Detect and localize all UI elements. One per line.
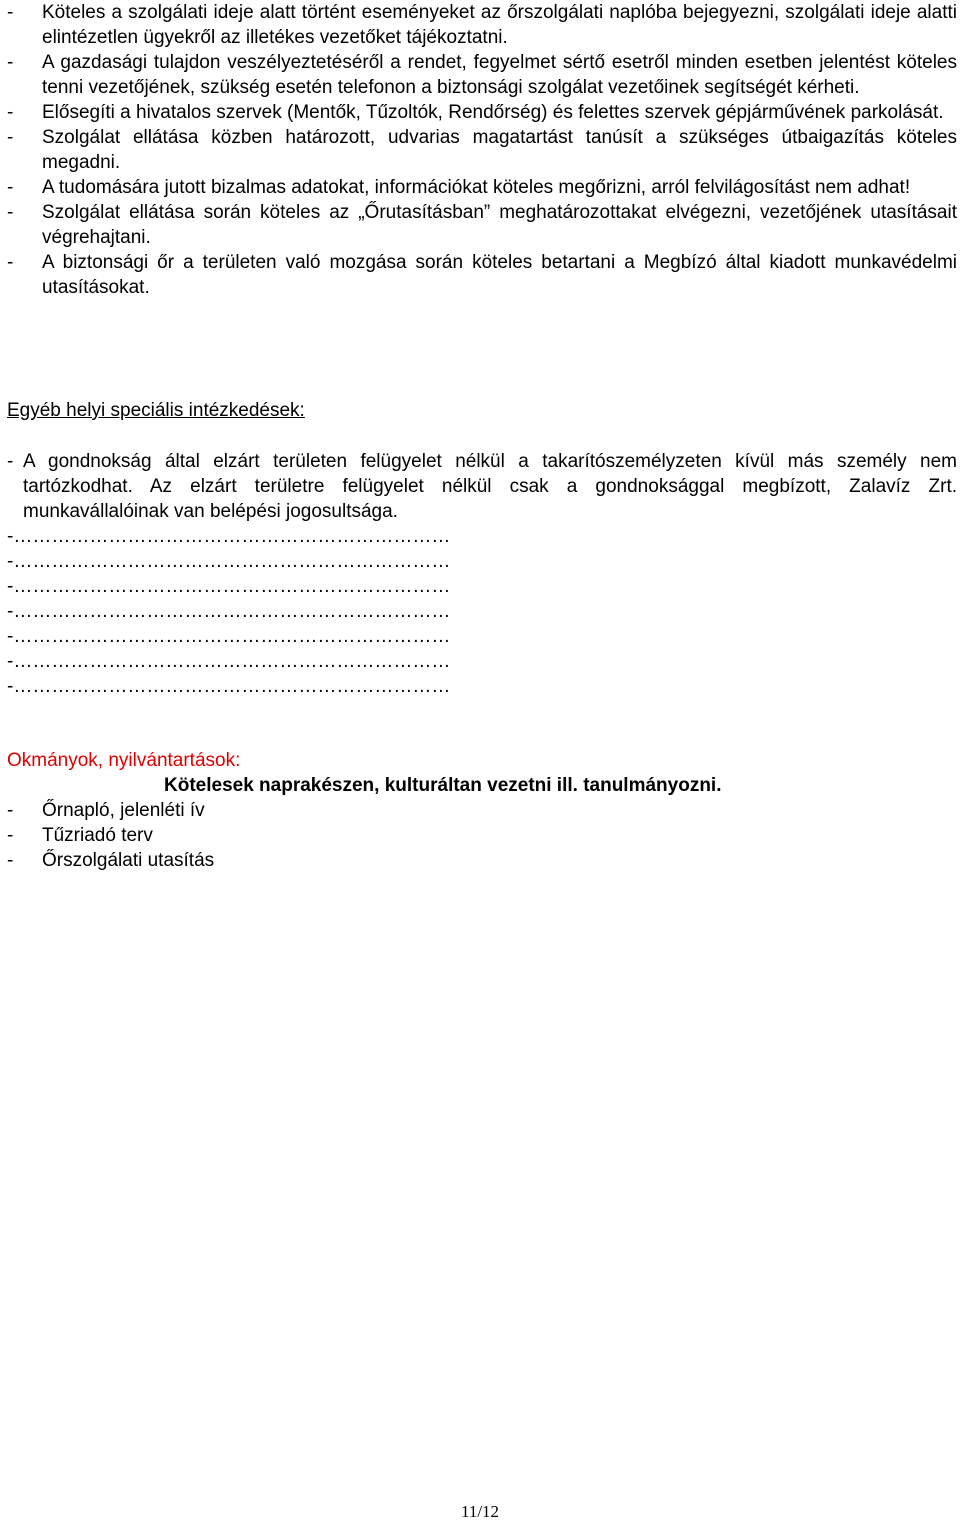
blank-line: -…………………………………………………………… <box>7 651 451 672</box>
document-item: - Őrszolgálati utasítás <box>0 848 400 873</box>
blank-line: -…………………………………………………………… <box>7 551 451 572</box>
duty-item: - A gazdasági tulajdon veszélyeztetéséről a rendet, fegyelmet sértő esetről minden esetben jelentést köteles tenni vezetőjének, szükség esetén telefonon a biztonsági szolgálat vezetőinek segítségét kérheti. <box>0 50 960 100</box>
local-measures-heading: Egyéb helyi speciális intézkedések: <box>7 400 305 421</box>
local-measure-paragraph: - A gondnokság által elzárt területen felügyelet nélkül a takarítószemélyzeten kívül más személy nem tartózkodhat. Az elzárt területre felügyelet nélkül csak a gondnoksággal megbízott, Zalavíz Zrt. munkavállalóinak van belépési jogosultsága. <box>0 449 960 524</box>
document-item: - Tűzriadó terv <box>0 823 400 848</box>
duty-item: - Elősegíti a hivatalos szervek (Mentők, Tűzoltók, Rendőrség) és felettes szervek gépjárművének parkolását. <box>0 100 960 125</box>
document-item: - Őrnapló, jelenléti ív <box>0 798 400 823</box>
page-number: 11/12 <box>460 1502 500 1521</box>
documents-list <box>0 798 400 873</box>
duty-item: - Köteles a szolgálati ideje alatt történt eseményeket az őrszolgálati naplóba bejegyezni, szolgálati ideje alatti elintézetlen ügyekről az illetékes vezetőket tájékoztatni. <box>0 0 960 50</box>
duty-item: - Szolgálat ellátása során köteles az „Őrutasításban” meghatározottakat elvégezni, vezetőjének utasításait végrehajtani. <box>0 200 960 250</box>
duty-item: - A biztonsági őr a területen való mozgása során köteles betartani a Megbízó által kiadott munkavédelmi utasításokat. <box>0 250 960 300</box>
blank-line: -…………………………………………………………… <box>7 576 451 597</box>
documents-subheading: Kötelesek naprakészen, kulturáltan vezetni ill. tanulmányozni. <box>164 775 722 796</box>
blank-line: -…………………………………………………………… <box>7 676 451 697</box>
documents-heading: Okmányok, nyilvántartások: <box>7 750 241 771</box>
blank-line: -…………………………………………………………… <box>7 626 451 647</box>
local-measures-section <box>0 449 960 524</box>
blank-line: -…………………………………………………………… <box>7 526 451 547</box>
duty-item: - A tudomására jutott bizalmas adatokat, információkat köteles megőrizni, arról felvilágosítást nem adhat! <box>0 175 960 200</box>
blank-line: -…………………………………………………………… <box>7 601 451 622</box>
duties-list <box>0 0 960 300</box>
duty-item: - Szolgálat ellátása közben határozott, udvarias magatartást tanúsít a szükséges útbaigazítás köteles megadni. <box>0 125 960 175</box>
